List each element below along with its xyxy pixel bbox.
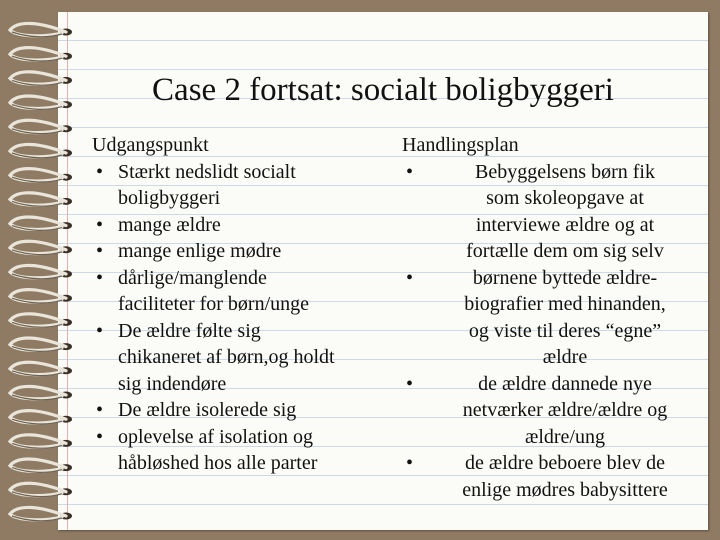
spiral-ring (10, 507, 72, 520)
left-bullet-item (92, 424, 392, 477)
slide-title: Case 2 fortsat: socialt boligbyggeri (152, 72, 614, 108)
bullet-line: de ældre dannede nye (478, 372, 652, 395)
bullet-line: som skoleopgave at (486, 187, 644, 209)
spiral-ring (10, 217, 72, 230)
bullet-dot: • (406, 372, 414, 395)
right-bullet-item (402, 450, 702, 503)
spiral-ring (10, 23, 72, 36)
right-bullet-list (402, 159, 702, 504)
bullet-line: biografier med hinanden, (464, 293, 666, 315)
bullet-dot: • (96, 240, 104, 262)
left-bullet-item (92, 159, 392, 212)
left-bullet-item (92, 397, 392, 424)
right-bullet-item (402, 265, 702, 371)
bullet-line: interviewe ældre og at (475, 213, 655, 236)
bullet-dot: • (406, 266, 414, 289)
bullet-dot: • (96, 266, 104, 289)
left-column-heading: Udgangspunkt (92, 134, 209, 156)
bullet-line: dårlige/manglende (118, 266, 267, 289)
bullet-line: netværker ældre/ældre og (462, 399, 668, 421)
spiral-ring (10, 241, 72, 254)
spiral-ring (10, 386, 72, 399)
bullet-line: oplevelse af isolation og (118, 425, 313, 448)
left-column (92, 132, 392, 477)
bullet-line: håbløshed hos alle parter (118, 452, 318, 474)
bullet-line: De ældre isolerede sig (118, 399, 297, 421)
left-bullet-list (92, 159, 392, 477)
bullet-line: De ældre følte sig (118, 319, 261, 342)
bullet-line: fortælle dem om sig selv (466, 240, 664, 262)
left-bullet-item (92, 265, 392, 318)
right-column (402, 132, 702, 503)
left-bullet-item (92, 212, 392, 239)
bullet-line: de ældre beboere blev de (465, 452, 665, 474)
spiral-ring (10, 144, 72, 157)
bullet-line: mange ældre (118, 213, 221, 236)
spiral-ring (10, 483, 72, 496)
spiral-ring (10, 411, 72, 424)
bullet-line: ældre/ung (525, 425, 605, 448)
bullet-dot: • (406, 160, 414, 183)
left-bullet-item (92, 238, 392, 265)
bullet-line: mange enlige mødre (118, 240, 282, 262)
bullet-dot: • (96, 213, 104, 236)
spiral-ring (10, 120, 72, 133)
right-column-heading: Handlingsplan (402, 134, 519, 156)
bullet-line: børnene byttede ældre- (472, 266, 658, 289)
bullet-line: enlige mødres babysittere (462, 478, 668, 501)
bullet-dot: • (96, 160, 104, 183)
bullet-dot: • (406, 452, 414, 474)
bullet-dot: • (96, 425, 104, 448)
spiral-ring (10, 362, 72, 375)
bullet-line: og viste til deres “egne” (468, 319, 662, 342)
spiral-ring (10, 193, 72, 206)
spiral-ring (10, 169, 72, 182)
spiral-ring (10, 459, 72, 472)
right-bullet-item (402, 371, 702, 451)
bullet-line: chikaneret af børn,og holdt (118, 346, 335, 368)
bullet-line: ældre (542, 346, 588, 368)
spiral-ring (10, 435, 72, 448)
bullet-dot: • (96, 399, 104, 421)
bullet-line: Bebyggelsens børn fik (475, 160, 655, 183)
left-bullet-item (92, 318, 392, 398)
bullet-line: Stærkt nedslidt socialt (118, 160, 296, 183)
spiral-ring (10, 314, 72, 327)
right-bullet-item (402, 159, 702, 265)
bullet-dot: • (96, 319, 104, 342)
spiral-ring (10, 48, 72, 61)
spiral-ring (10, 290, 72, 303)
bullet-line: boligbyggeri (118, 187, 221, 209)
spiral-ring (10, 265, 72, 278)
spiral-ring (10, 338, 72, 351)
bullet-line: faciliteter for børn/unge (118, 293, 310, 315)
bullet-line: sig indendøre (118, 372, 227, 395)
